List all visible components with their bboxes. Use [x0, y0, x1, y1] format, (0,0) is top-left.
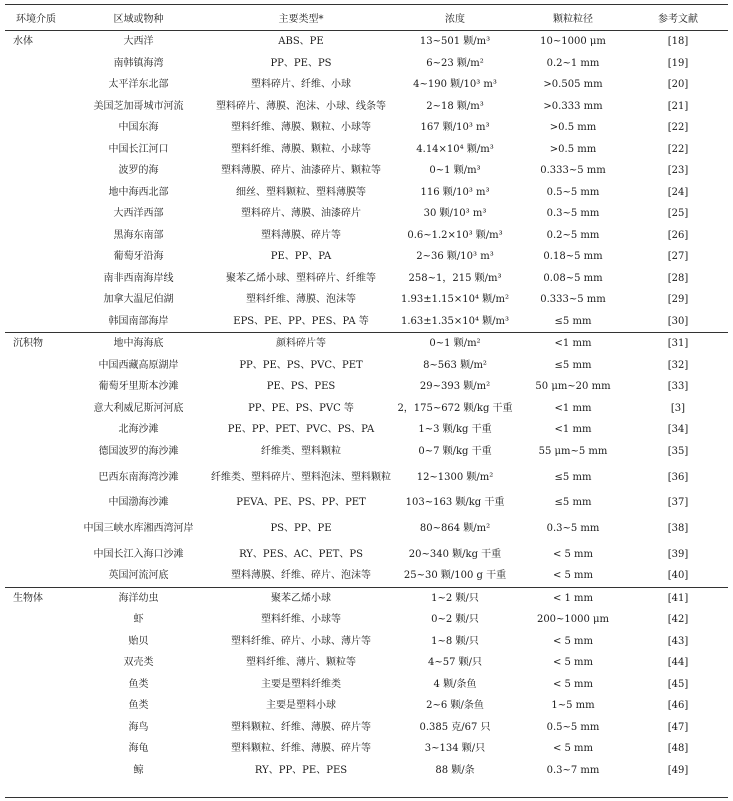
table-row	[5, 587, 728, 609]
region-cell: 海龟	[128, 743, 149, 755]
concentration-cell: 0~2 颗/只	[431, 614, 479, 626]
reference-cell: [48]	[667, 743, 689, 755]
region-cell: 海洋幼虫	[67, 587, 210, 609]
size-cell: ≤5 mm	[554, 497, 592, 509]
table-row	[5, 225, 728, 247]
size-cell: >0.505 mm	[543, 79, 603, 91]
medium-cell: 沉积物	[5, 333, 67, 355]
type-cell: 塑料碎片、薄膜、油漆碎片	[241, 208, 361, 220]
region-cell: 鱼类	[128, 678, 149, 690]
type-cell: 塑料碎片、薄膜、泡沫、小球、线条等	[216, 100, 386, 112]
reference-cell: [34]	[667, 424, 689, 436]
type-cell: PP、PE、PS、PVC、PET	[239, 359, 363, 371]
region-cell: 南韩镇海湾	[113, 57, 164, 69]
region-cell: 鲸	[133, 764, 144, 776]
table-row	[5, 544, 728, 566]
concentration-cell: 1~3 颗/kg 干重	[418, 424, 492, 436]
size-cell: 0.333~5 mm	[540, 294, 606, 306]
medium-cell	[5, 160, 67, 182]
reference-cell: [18]	[667, 36, 689, 48]
region-cell: 葡萄牙沿海	[113, 251, 164, 263]
header-medium: 环境介质	[5, 5, 67, 31]
medium-cell	[5, 289, 67, 311]
concentration-cell: 8~563 颗/m²	[423, 359, 487, 371]
concentration-cell: 0~1 颗/m²	[392, 333, 518, 355]
header-reference: 参考文献	[628, 5, 728, 31]
size-cell: 0.333~5 mm	[540, 165, 606, 177]
region-cell: 双壳类	[123, 657, 154, 669]
size-cell: ≤5 mm	[554, 315, 592, 327]
size-cell: ≤5 mm	[554, 471, 592, 483]
type-cell: 塑料碎片、纤维、小球	[251, 79, 351, 91]
reference-cell: [19]	[667, 57, 689, 69]
table-row	[5, 139, 728, 161]
medium-cell	[5, 246, 67, 268]
size-cell: < 5 mm	[552, 548, 594, 560]
concentration-cell: 0.6~1.2×10³ 颗/m³	[407, 229, 503, 241]
size-cell: 55 μm~5 mm	[538, 445, 608, 457]
region-cell: 中国西藏高原湖岸	[98, 359, 179, 371]
concentration-cell: 4 颗/条鱼	[433, 678, 477, 690]
medium-cell	[5, 717, 67, 739]
concentration-cell: 1~2 颗/只	[392, 587, 518, 609]
reference-cell: [22]	[667, 122, 689, 134]
concentration-cell: 2，175~672 颗/kg 干重	[397, 402, 513, 414]
region-cell: 韩国南部海岸	[108, 315, 169, 327]
type-cell: PE、PP、PA	[270, 251, 332, 263]
type-cell: 塑料薄膜、碎片、油漆碎片、颗粒等	[221, 165, 381, 177]
concentration-cell: 0~1 颗/m³	[429, 165, 481, 177]
concentration-cell: 0.385 克/67 只	[419, 721, 491, 733]
region-cell: 德国波罗的海沙滩	[98, 445, 179, 457]
size-cell: <1 mm	[554, 424, 592, 436]
medium-cell	[5, 738, 67, 760]
table-row	[5, 565, 728, 587]
type-cell: 塑料薄膜、纤维、碎片、泡沫等	[231, 570, 371, 582]
concentration-cell: 2~36 颗/10³ m³	[416, 251, 494, 263]
reference-cell: [41]	[628, 587, 728, 609]
type-cell: 塑料颗粒、纤维、薄膜、碎片等	[231, 721, 371, 733]
reference-cell: [25]	[667, 208, 689, 220]
type-cell: EPS、PE、PP、PES、PA 等	[233, 315, 369, 327]
region-cell: 中国渤海沙滩	[108, 497, 169, 509]
header-row	[5, 5, 728, 31]
region-cell: 大西洋西部	[113, 208, 164, 220]
region-cell: 英国河流河底	[108, 570, 169, 582]
table-row	[5, 311, 728, 333]
concentration-cell: 4.14×10⁴ 颗/m³	[416, 143, 494, 155]
reference-cell: [20]	[667, 79, 689, 91]
table-row	[5, 631, 728, 653]
reference-cell: [26]	[667, 229, 689, 241]
type-cell: 塑料颗粒、纤维、薄膜、碎片等	[231, 743, 371, 755]
table-row	[5, 289, 728, 311]
concentration-cell: 4~190 颗/10³ m³	[413, 79, 497, 91]
region-cell: 南非西南海岸线	[103, 272, 174, 284]
reference-cell: [35]	[667, 445, 689, 457]
concentration-cell: 25~30 颗/100 g 干重	[403, 570, 507, 582]
bottom-rule	[5, 797, 728, 798]
size-cell: <1 mm	[518, 333, 628, 355]
reference-cell: [33]	[667, 381, 689, 393]
size-cell: <1 mm	[554, 402, 592, 414]
medium-cell	[5, 695, 67, 717]
size-cell: 0.5~5 mm	[546, 186, 600, 198]
region-cell: 中国东海	[118, 122, 159, 134]
medium-cell	[5, 631, 67, 653]
type-cell: ABS、PE	[278, 36, 324, 48]
region-cell: 中国三峡水库湘西湾河岸	[83, 523, 194, 534]
table-row	[5, 203, 728, 225]
medium-cell	[5, 203, 67, 225]
size-cell: 50 μm~20 mm	[535, 381, 611, 393]
concentration-cell: 30 颗/10³ m³	[423, 208, 487, 220]
region-cell: 鱼类	[128, 700, 149, 712]
size-cell: < 1 mm	[518, 587, 628, 609]
concentration-cell: 258~1，215 颗/m³	[408, 272, 502, 284]
medium-cell	[5, 117, 67, 139]
reference-cell: [30]	[667, 315, 689, 327]
table-row	[5, 96, 728, 118]
table-row	[5, 514, 728, 544]
reference-cell: [44]	[667, 657, 689, 669]
size-cell: >0.5 mm	[549, 122, 597, 134]
concentration-cell: 2~6 颗/条鱼	[426, 700, 484, 712]
concentration-cell: 80~864 颗/m²	[419, 523, 491, 534]
type-cell: 塑料薄膜、碎片等	[261, 229, 341, 241]
size-cell: ≤5 mm	[554, 359, 592, 371]
medium-cell	[5, 609, 67, 631]
region-cell: 意大利威尼斯河河底	[93, 402, 184, 414]
medium-cell	[5, 225, 67, 247]
region-cell: 地中海西北部	[108, 186, 169, 198]
concentration-cell: 3~134 颗/只	[424, 743, 486, 755]
medium-cell	[5, 355, 67, 377]
type-cell: 细丝、塑料颗粒、塑料薄膜等	[236, 186, 366, 198]
reference-cell: [29]	[667, 294, 689, 306]
size-cell: 0.2~1 mm	[546, 57, 600, 69]
concentration-cell: 13~501 颗/m³	[419, 36, 491, 48]
region-cell: 太平洋东北部	[108, 79, 169, 91]
table-row	[5, 398, 728, 420]
size-cell: 200~1000 μm	[536, 614, 610, 626]
size-cell: < 5 mm	[552, 635, 594, 647]
medium-cell	[5, 96, 67, 118]
reference-cell: [24]	[667, 186, 689, 198]
concentration-cell: 2~18 颗/m³	[426, 100, 484, 112]
size-cell: 0.5~5 mm	[546, 721, 600, 733]
region-cell: 波罗的海	[118, 165, 159, 177]
medium-cell	[5, 398, 67, 420]
reference-cell: [32]	[667, 359, 689, 371]
type-cell: 聚苯乙烯小球、塑料碎片、纤维等	[226, 272, 376, 284]
reference-cell: [43]	[667, 635, 689, 647]
table-row	[5, 182, 728, 204]
region-cell: 地中海海底	[67, 333, 210, 355]
table-row	[5, 53, 728, 75]
type-cell: 塑料纤维、薄膜、颗粒、小球等	[231, 122, 371, 134]
size-cell: < 5 mm	[552, 743, 594, 755]
table-row	[5, 246, 728, 268]
medium-cell	[5, 514, 67, 544]
table-body	[5, 31, 728, 782]
size-cell: >0.5 mm	[549, 143, 597, 155]
concentration-cell: 1.63±1.35×10⁴ 颗/m³	[400, 315, 510, 327]
type-cell: PS、PP、PE	[270, 523, 332, 534]
table-row	[5, 652, 728, 674]
table-row	[5, 441, 728, 463]
medium-cell: 生物体	[5, 587, 67, 609]
reference-cell: [21]	[667, 100, 689, 112]
reference-cell: [45]	[667, 678, 689, 690]
concentration-cell: 12~1300 颗/m²	[416, 471, 494, 483]
type-cell: 聚苯乙烯小球	[210, 587, 392, 609]
reference-cell: [28]	[667, 272, 689, 284]
concentration-cell: 116 颗/10³ m³	[420, 186, 490, 198]
type-cell: PP、PE、PS	[270, 57, 332, 69]
type-cell: 塑料纤维、薄膜、泡沫等	[246, 294, 356, 306]
reference-cell: [47]	[667, 721, 689, 733]
concentration-cell: 29~393 颗/m²	[419, 381, 491, 393]
reference-cell: [27]	[667, 251, 689, 263]
region-cell: 黑海东南部	[113, 229, 164, 241]
medium-cell	[5, 441, 67, 463]
medium-cell	[5, 419, 67, 441]
size-cell: 0.18~5 mm	[543, 251, 603, 263]
table-row	[5, 376, 728, 398]
type-cell: 塑料纤维、薄片、颗粒等	[246, 657, 356, 669]
region-cell: 海鸟	[128, 721, 149, 733]
reference-cell: [36]	[667, 471, 689, 483]
size-cell: 0.08~5 mm	[543, 272, 603, 284]
medium-cell	[5, 311, 67, 333]
table-row	[5, 74, 728, 96]
concentration-cell: 20~340 颗/kg 干重	[408, 548, 502, 560]
size-cell: < 5 mm	[552, 570, 594, 582]
medium-cell	[5, 492, 67, 514]
concentration-cell: 1.93±1.15×10⁴ 颗/m²	[400, 294, 510, 306]
reference-cell: [38]	[667, 523, 689, 534]
header-size: 颗粒粒径	[518, 5, 628, 31]
microplastics-table	[5, 5, 728, 781]
reference-cell: [42]	[667, 614, 689, 626]
concentration-cell: 88 颗/条	[435, 764, 475, 776]
region-cell: 中国长江河口	[108, 143, 169, 155]
medium-cell	[5, 53, 67, 75]
table-row	[5, 738, 728, 760]
concentration-cell: 0~7 颗/kg 干重	[418, 445, 492, 457]
medium-cell	[5, 268, 67, 290]
type-cell: 纤维类、塑料颗粒	[261, 445, 341, 457]
reference-cell: [39]	[667, 548, 689, 560]
reference-cell: [40]	[667, 570, 689, 582]
size-cell: 1~5 mm	[551, 700, 595, 712]
table-row	[5, 609, 728, 631]
table-row	[5, 462, 728, 492]
reference-cell: [23]	[667, 165, 689, 177]
table-row	[5, 674, 728, 696]
concentration-cell: 167 颗/10³ m³	[420, 122, 490, 134]
medium-cell	[5, 565, 67, 587]
type-cell: 颜料碎片等	[210, 333, 392, 355]
concentration-cell: 4~57 颗/只	[427, 657, 482, 669]
size-cell: 0.3~5 mm	[546, 523, 600, 534]
size-cell: >0.333 mm	[543, 100, 603, 112]
medium-cell	[5, 139, 67, 161]
table-row	[5, 333, 728, 355]
concentration-cell: 6~23 颗/m²	[426, 57, 484, 69]
type-cell: 塑料纤维、碎片、小球、薄片等	[231, 635, 371, 647]
table-row	[5, 355, 728, 377]
medium-cell	[5, 74, 67, 96]
table-row	[5, 268, 728, 290]
table-row	[5, 695, 728, 717]
table-row	[5, 31, 728, 53]
region-cell: 北海沙滩	[118, 424, 159, 436]
concentration-cell: 1~8 颗/只	[431, 635, 479, 647]
medium-cell	[5, 544, 67, 566]
medium-cell	[5, 462, 67, 492]
reference-cell: [46]	[667, 700, 689, 712]
type-cell: RY、PP、PE、PES	[254, 764, 348, 776]
medium-cell: 水体	[13, 36, 33, 48]
region-cell: 葡萄牙里斯本沙滩	[98, 381, 179, 393]
type-cell: PE、PS、PES	[266, 381, 336, 393]
medium-cell	[5, 376, 67, 398]
type-cell: 纤维类、塑料碎片、塑料泡沫、塑料颗粒	[211, 471, 391, 483]
type-cell: 主要是塑料小球	[266, 700, 336, 712]
reference-cell: [22]	[667, 143, 689, 155]
type-cell: PP、PE、PS、PVC 等	[248, 402, 354, 414]
medium-cell	[5, 182, 67, 204]
table-row	[5, 760, 728, 782]
concentration-cell: 103~163 颗/kg 干重	[405, 497, 505, 509]
type-cell: PE、PP、PET、PVC、PS、PA	[227, 424, 375, 436]
size-cell: 0.3~5 mm	[546, 208, 600, 220]
region-cell: 大西洋	[123, 36, 154, 48]
type-cell: 塑料纤维、薄膜、颗粒、小球等	[231, 143, 371, 155]
region-cell: 贻贝	[128, 635, 149, 647]
header-concentration: 浓度	[392, 5, 518, 31]
table-row	[5, 492, 728, 514]
reference-cell: [49]	[667, 764, 689, 776]
region-cell: 中国长江入海口沙滩	[93, 548, 184, 560]
table-row	[5, 160, 728, 182]
header-region: 区域或物种	[67, 5, 210, 31]
type-cell: PEVA、PE、PS、PP、PET	[236, 497, 366, 509]
region-cell: 巴西东南海湾沙滩	[98, 471, 179, 483]
medium-cell	[5, 760, 67, 782]
size-cell: < 5 mm	[552, 678, 594, 690]
reference-cell: [31]	[628, 333, 728, 355]
size-cell: < 5 mm	[552, 657, 594, 669]
table-row	[5, 419, 728, 441]
region-cell: 虾	[133, 614, 144, 626]
type-cell: 主要是塑料纤维类	[261, 678, 341, 690]
table-row	[5, 117, 728, 139]
size-cell: 0.2~5 mm	[546, 229, 600, 241]
medium-cell	[5, 652, 67, 674]
header-type: 主要类型*	[210, 5, 392, 31]
region-cell: 美国芝加哥城市河流	[93, 100, 184, 112]
type-cell: 塑料纤维、小球等	[261, 614, 341, 626]
reference-cell: [3]	[670, 402, 686, 414]
region-cell: 加拿大温尼伯湖	[103, 294, 174, 306]
size-cell: 10~1000 μm	[540, 36, 606, 48]
medium-cell	[5, 674, 67, 696]
table-row	[5, 717, 728, 739]
reference-cell: [37]	[667, 497, 689, 509]
type-cell: RY、PES、AC、PET、PS	[239, 548, 363, 560]
size-cell: 0.3~7 mm	[546, 764, 600, 776]
